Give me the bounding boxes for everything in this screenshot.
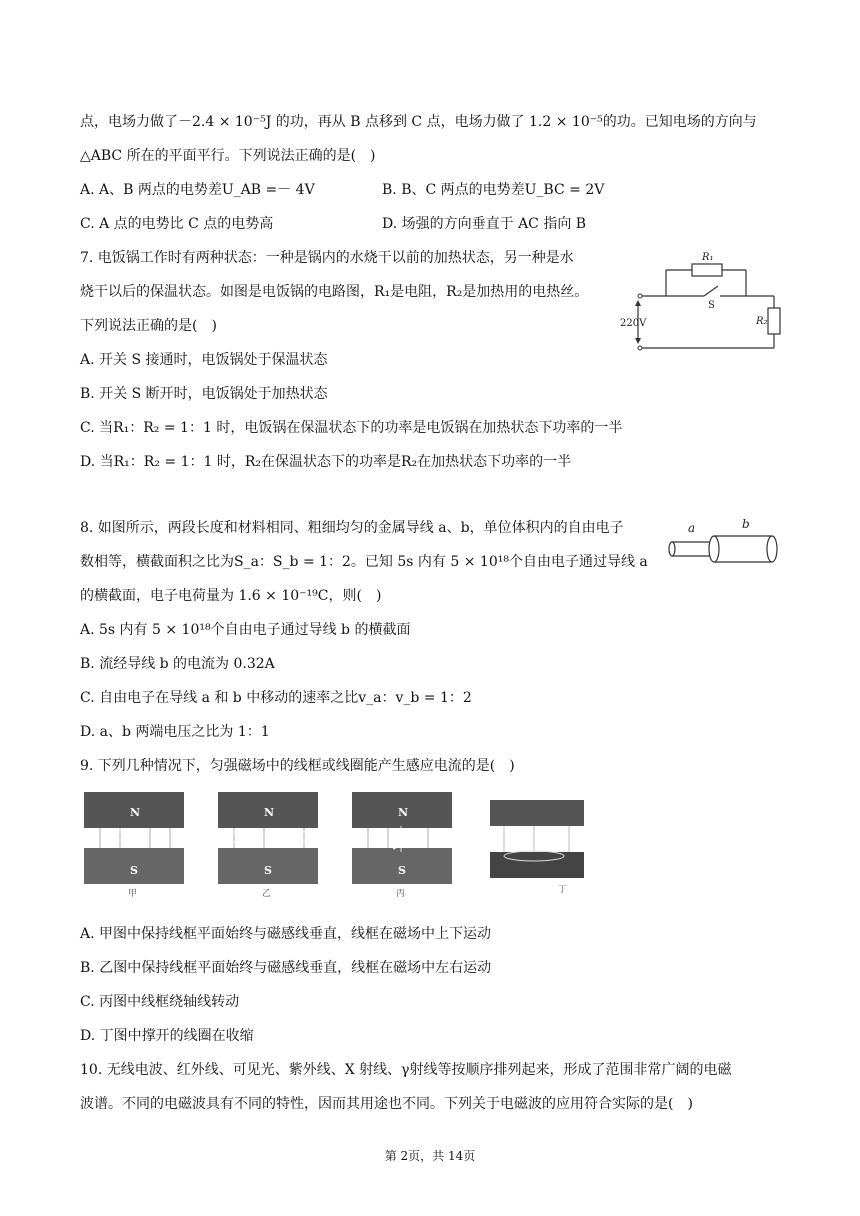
panel-yi	[214, 790, 324, 900]
south-pole-label: S	[398, 864, 406, 877]
q8-wire-diagram	[664, 518, 784, 568]
q9-option-d: D. 丁图中撑开的线圈在收缩	[80, 1028, 254, 1044]
panel-jia	[80, 790, 190, 900]
q7-option-c: C. 当R₁：R₂ = 1：1 时，电饭锅在保温状态下的功率是电饭锅在加热状态下功率的一半	[80, 420, 623, 436]
r2-label: R₂	[756, 316, 768, 327]
q8-stem-line3: 的横截面，电子电荷量为 1.6 × 10⁻¹⁹C，则( )	[80, 588, 382, 604]
r1-label: R₁	[702, 252, 714, 263]
q9-option-c: C. 丙图中线框绕轴线转动	[80, 994, 240, 1010]
q7-option-d: D. 当R₁：R₂ = 1：1 时，R₂在保温状态下的功率是R₂在加热状态下功率的一半	[80, 454, 572, 470]
r1-resistor	[692, 264, 722, 276]
switch-label: S	[708, 300, 715, 311]
q9-stem: 9. 下列几种情况下，匀强磁场中的线框或线圈能产生感应电流的是( )	[80, 758, 515, 774]
q8-stem-line1: 8. 如图所示，两段长度和材料相同、粗细均匀的金属导线 a、b，单位体积内的自由电子	[80, 520, 624, 536]
page-footer: 第 2页，共 14页	[384, 1149, 476, 1163]
q10-stem-line2: 波谱。不同的电磁波具有不同的特性，因而其用途也不同。下列关于电磁波的应用符合实际的是( )	[80, 1096, 693, 1112]
panel-ding	[484, 790, 590, 900]
q6-option-c: C. A 点的电势比 C 点的电势高	[80, 216, 274, 232]
q9-option-a: A. 甲图中保持线框平面始终与磁感线垂直，线框在磁场中上下运动	[80, 926, 492, 942]
q10-stem-line1: 10. 无线电波、红外线、可见光、紫外线、X 射线、γ射线等按顺序排列起来，形成了范围非常广阔的电磁	[80, 1062, 732, 1078]
q8-option-c: C. 自由电子在导线 a 和 b 中移动的速率之比v_a：v_b = 1：2	[80, 690, 472, 706]
q7-stem-line1: 7. 电饭锅工作时有两种状态：一种是锅内的水烧干以前的加热状态，另一种是水	[80, 250, 574, 266]
voltage-label: 220V	[620, 318, 647, 329]
q8-option-a: A. 5s 内有 5 × 10¹⁸个自由电子通过导线 b 的横截面	[80, 622, 411, 638]
q6-option-a: A. A、B 两点的电势差U_AB =－ 4V	[80, 182, 315, 198]
wire-a	[672, 542, 714, 556]
panel-bing	[348, 790, 458, 900]
panel-label: 乙	[262, 889, 272, 899]
q6-option-b: B. B、C 两点的电势差U_BC = 2V	[382, 182, 605, 198]
panel-label: 丙	[396, 889, 406, 899]
south-pole-label: S	[264, 864, 272, 877]
q8-stem-line2: 数相等，横截面积之比为S_a：S_b = 1：2。已知 5s 内有 5 × 10¹⁸个自由电子通过导线 a	[80, 554, 648, 570]
q8-option-b: B. 流经导线 b 的电流为 0.32A	[80, 656, 275, 672]
q7-stem-line2: 烧干以后的保温状态。如图是电饭锅的电路图，R₁是电阻，R₂是加热用的电热丝。	[80, 284, 589, 300]
q8-option-d: D. a、b 两端电压之比为 1：1	[80, 724, 270, 740]
q7-stem-line3: 下列说法正确的是( )	[80, 318, 217, 334]
q6-stem-line2: △ABC 所在的平面平行。下列说法正确的是( )	[80, 148, 376, 164]
q7-option-a: A. 开关 S 接通时，电饭锅处于保温状态	[80, 352, 328, 368]
south-pole-label: S	[130, 864, 138, 877]
q6-option-d: D. 场强的方向垂直于 AC 指向 B	[382, 216, 587, 232]
north-pole-label: N	[398, 806, 409, 819]
wire-b	[714, 536, 772, 562]
q9-option-b: B. 乙图中保持线框平面始终与磁感线垂直，线框在磁场中左右运动	[80, 960, 492, 976]
panel-label: 丁	[558, 885, 568, 895]
wire-b-label: b	[742, 518, 750, 531]
q6-stem-line1: 点，电场力做了－2.4 × 10⁻⁵J 的功，再从 B 点移到 C 点，电场力做了 1.2 × 10⁻⁵的功。已知电场的方向与	[80, 114, 757, 130]
north-pole-label: N	[130, 806, 141, 819]
panel-label: 甲	[128, 889, 138, 899]
wire-a-label: a	[688, 521, 696, 535]
q7-circuit-diagram	[618, 246, 788, 356]
q7-option-b: B. 开关 S 断开时，电饭锅处于加热状态	[80, 386, 328, 402]
north-pole-label: N	[264, 806, 275, 819]
r2-resistor	[768, 308, 780, 334]
q9-figure	[80, 790, 590, 900]
